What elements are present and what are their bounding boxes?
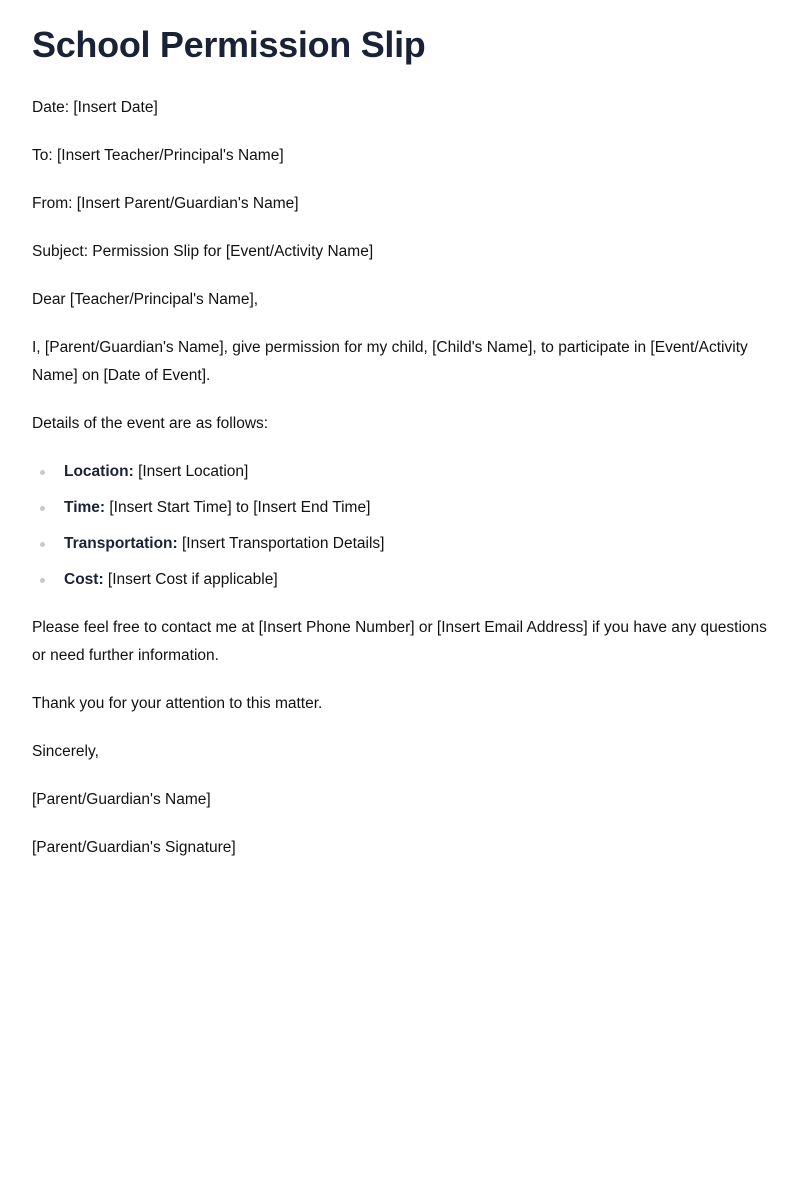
details-intro: Details of the event are as follows: [32,415,269,432]
from-line: From: [Insert Parent/Guardian's Name] [32,195,299,212]
bullet-icon [40,506,45,511]
detail-value: [Insert Cost if applicable] [107,571,278,588]
detail-item-transportation [32,530,768,558]
signature-name: [Parent/Guardian's Name] [32,791,211,808]
detail-value: [Insert Start Time] to [Insert End Time] [109,499,371,516]
bullet-icon [40,578,45,583]
contact-paragraph: Please feel free to contact me at [Insert Phone Number] or [Insert Email Address] if you have any questions or need further information. [32,619,767,664]
thanks-paragraph: Thank you for your attention to this matter. [32,695,323,712]
detail-label: Transportation: [64,535,182,552]
detail-item-time [32,494,768,522]
to-line: To: [Insert Teacher/Principal's Name] [32,147,284,164]
details-list [32,458,768,594]
closing: Sincerely, [32,743,99,760]
detail-value: [Insert Transportation Details] [181,535,385,552]
signature-line: [Parent/Guardian's Signature] [32,839,236,856]
detail-label: Time: [64,499,110,516]
bullet-icon [40,470,45,475]
detail-item-cost [32,566,768,594]
bullet-icon [40,542,45,547]
detail-label: Location: [64,463,139,480]
detail-item-location [32,458,768,486]
permission-paragraph: I, [Parent/Guardian's Name], give permission for my child, [Child's Name], to participate in [Event/Activity Name] on [Date of Event]. [32,339,748,384]
subject-line: Subject: Permission Slip for [Event/Activity Name] [32,243,374,260]
detail-label: Cost: [64,571,108,588]
detail-value: [Insert Location] [138,463,249,480]
date-line: Date: [Insert Date] [32,99,158,116]
salutation: Dear [Teacher/Principal's Name], [32,291,259,308]
page-title: School Permission Slip [32,24,426,65]
